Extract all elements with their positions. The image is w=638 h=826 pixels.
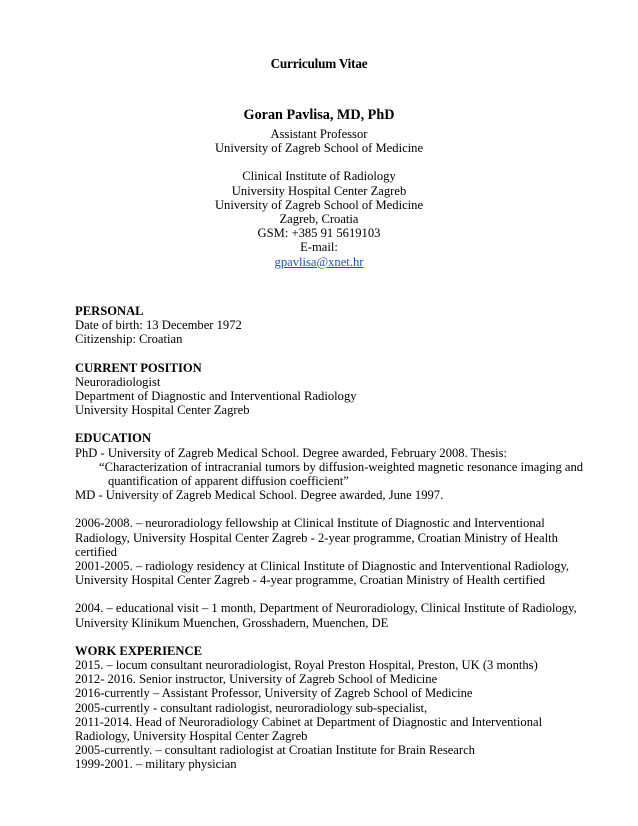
section-personal	[75, 304, 585, 347]
position-detail: Neuroradiologist	[75, 374, 161, 389]
training-line: University Hospital Center Zagreb - 4-year programme, Croatian Ministry of Health certified	[75, 573, 546, 588]
education-training	[75, 516, 585, 587]
position-line: University of Zagreb School of Medicine	[214, 141, 424, 156]
work-line: 2012- 2016. Senior instructor, University of Zagreb School of Medicine	[75, 672, 438, 687]
training-line: 2001-2005. – radiology residency at Clinical Institute of Diagnostic and Interventional Radiology,	[75, 559, 570, 574]
email-link[interactable]: gpavlisa@xnet.hr	[274, 254, 364, 269]
work-line: 1999-2001. – military physician	[75, 757, 237, 772]
work-line: Radiology, University Hospital Center Zagreb	[75, 729, 308, 744]
work-line: 2015. – locum consultant neuroradiologist, Royal Preston Hospital, Preston, UK (3 months)	[75, 658, 538, 673]
position-detail: Department of Diagnostic and Interventional Radiology	[75, 389, 357, 404]
address-line: Zagreb, Croatia	[279, 212, 359, 227]
training-line: 2006-2008. – neuroradiology fellowship at Clinical Institute of Diagnostic and Interventional	[75, 516, 545, 531]
section-heading: PERSONAL	[75, 304, 144, 318]
section-heading: WORK EXPERIENCE	[75, 643, 203, 658]
training-line: certified	[75, 544, 117, 559]
section-heading: EDUCATION	[75, 431, 152, 446]
section-heading: CURRENT POSITION	[75, 360, 202, 375]
education-visit	[75, 601, 585, 629]
position-line: Assistant Professor	[270, 127, 368, 141]
education-phd: PhD - University of Zagreb Medical School. Degree awarded, February 2008. Thesis:	[75, 445, 508, 460]
work-line: 2005-currently - consultant radiologist, neuroradiology sub-specialist,	[75, 700, 428, 715]
visit-line: 2004. – educational visit – 1 month, Department of Neuroradiology, Clinical Institute of Radiology,	[75, 601, 577, 616]
work-line: 2016-currently – Assistant Professor, University of Zagreb School of Medicine	[75, 686, 473, 701]
address-line: University of Zagreb School of Medicine	[214, 197, 424, 212]
position-detail: University Hospital Center Zagreb	[75, 403, 250, 418]
header-block	[0, 106, 638, 269]
work-line: 2005-currently. – consultant radiologist at Croatian Institute for Brain Research	[75, 743, 475, 758]
education-thesis: quantification of apparent diffusion coefficient”	[108, 474, 349, 489]
personal-line: Date of birth: 13 December 1972	[75, 318, 242, 333]
training-line: Radiology, University Hospital Center Zagreb - 2-year programme, Croatian Ministry of Health	[75, 530, 558, 545]
phone-line: GSM: +385 91 5619103	[257, 226, 381, 241]
author-name: Goran Pavlisa, MD, PhD	[243, 107, 395, 123]
section-education	[75, 431, 585, 502]
personal-line: Citizenship: Croatian	[75, 332, 183, 347]
section-current-position	[75, 361, 585, 418]
visit-line: University Klinikum Muenchen, Grosshadern, Muenchen, DE	[75, 615, 389, 630]
education-thesis: “Characterization of intracranial tumors by diffusion-weighted magnetic resonance imaging and	[99, 459, 584, 474]
work-line: 2011-2014. Head of Neuroradiology Cabinet at Department of Diagnostic and Interventional	[75, 714, 543, 729]
section-work-experience	[75, 644, 585, 772]
document-title: Curriculum Vitae	[270, 56, 368, 71]
address-line: Clinical Institute of Radiology	[242, 169, 396, 184]
cv-body	[75, 304, 585, 786]
email-label: E-mail:	[300, 240, 338, 255]
education-md: MD - University of Zagreb Medical School. Degree awarded, June 1997.	[75, 488, 444, 503]
address-line: University Hospital Center Zagreb	[231, 183, 407, 198]
